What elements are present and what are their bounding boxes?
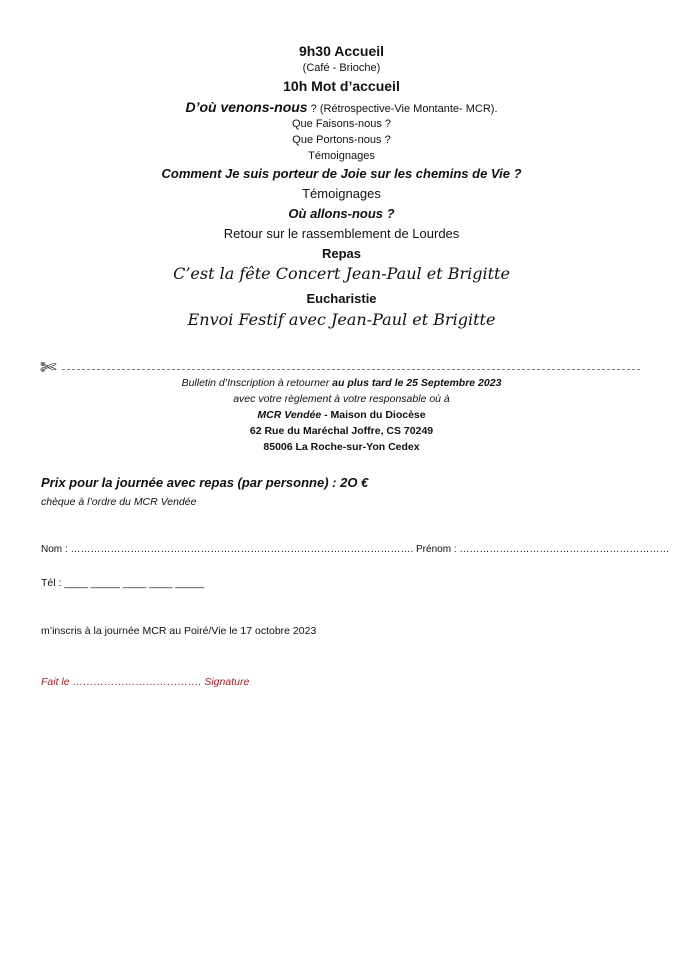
bulletin-maison: - Maison du Diocèse [321, 409, 426, 421]
program-line-venons-rest: ? (Rétrospective-Vie Montante- MCR). [307, 103, 498, 115]
signature-line[interactable]: Fait le ………………………………. Signature [41, 676, 250, 688]
program-line-lourdes: Retour sur le rassemblement de Lourdes [223, 226, 460, 241]
program-line-temoignages-2: Témoignages [302, 186, 381, 201]
program-line-eucharistie: Eucharistie [306, 291, 377, 306]
program-line-mot: 10h Mot d’accueil [283, 78, 400, 94]
bulletin-city: 85006 La Roche-sur-Yon Cedex [263, 441, 420, 453]
program-line-portons: Que Portons-nous ? [292, 134, 391, 146]
program-line-allons: Où allons-nous ? [288, 206, 395, 221]
bulletin-line-2: avec votre règlement à votre responsable où à [233, 393, 450, 405]
bulletin-line-3 [0, 409, 683, 421]
bulletin-line-1a: Bulletin d’Inscription à retourner [181, 377, 333, 389]
name-fields[interactable]: Nom : …………………………………………………………………………………………. Prénom : ……………………………………………………… [41, 544, 670, 555]
program-line-envoi: Envoi Festif avec Jean-Paul et Brigitte [187, 310, 496, 329]
program-line-cafe: (Café - Brioche) [302, 62, 381, 74]
program-line-joie: Comment Je suis porteur de Joie sur les chemins de Vie ? [161, 166, 522, 181]
price-note: chèque à l’ordre du MCR Vendée [41, 496, 197, 508]
scissors-icon: ✄ [40, 355, 57, 379]
program-line-concert: C’est la fête Concert Jean-Paul et Brigitte [173, 264, 510, 283]
program-line-repas: Repas [321, 246, 362, 261]
program-line-temoignages-1: Témoignages [308, 150, 375, 162]
bulletin-org: MCR Vendée [257, 409, 322, 421]
bulletin-address: 62 Rue du Maréchal Joffre, CS 70249 [249, 425, 434, 437]
program-line-accueil: 9h30 Accueil [298, 43, 385, 59]
bulletin-deadline: au plus tard le 25 Septembre 2023 [332, 377, 502, 389]
program-line-faisons: Que Faisons-nous ? [291, 118, 392, 130]
program-line-venons-em: D’où venons-nous [185, 99, 308, 115]
price-title: Prix pour la journée avec repas (par personne) : 2O € [41, 475, 369, 490]
inscription-line: m’inscris à la journée MCR au Poiré/Vie le 17 octobre 2023 [41, 625, 317, 637]
program-line-venons [0, 99, 683, 117]
bulletin-line-1 [0, 377, 683, 389]
cut-line [62, 369, 640, 370]
phone-field[interactable]: Tél : ____ _____ ____ ____ _____ [41, 577, 205, 589]
